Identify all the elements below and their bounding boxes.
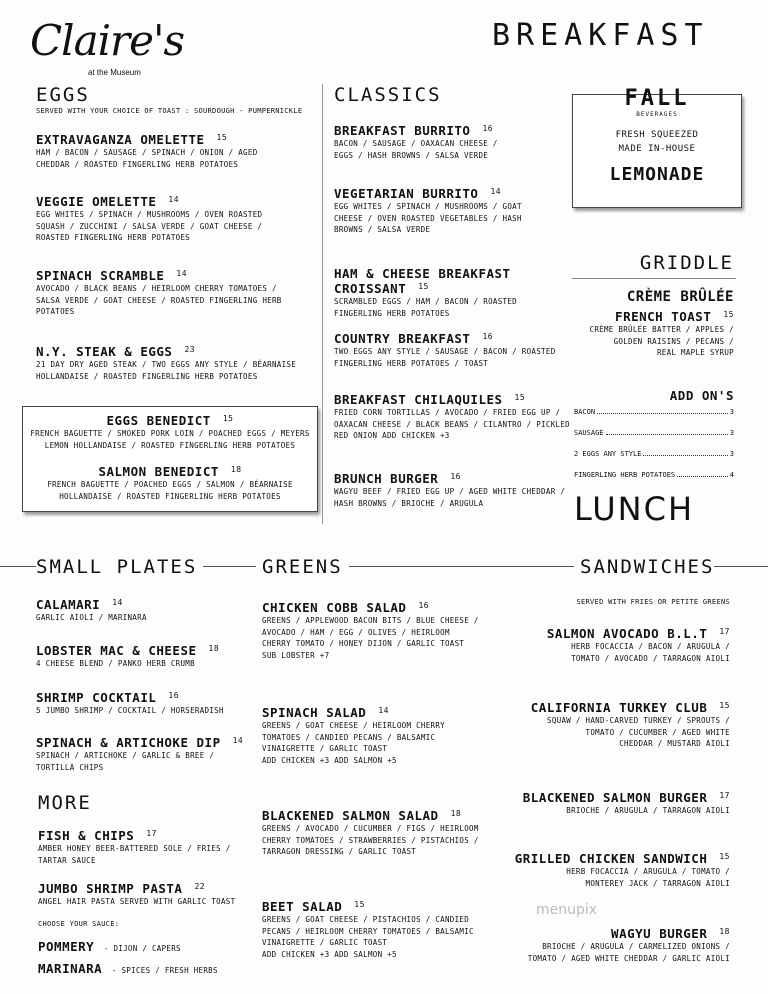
- fall-title: FALL: [624, 86, 690, 111]
- sandwiches-note: SERVED WITH FRIES OR PETITE GREENS: [576, 598, 730, 606]
- classics-item: COUNTRY BREAKFAST $^{16}$ TWO EGGS ANY STYLE / SAUSAGE / BACON / ROASTED FINGERLING HERB POTATOES / TOAST: [334, 331, 556, 368]
- brand-subtitle: at the Museum: [88, 68, 141, 77]
- sauce-label: CHOOSE YOUR SAUCE:: [38, 920, 120, 928]
- small-plate-item: SHRIMP COCKTAIL $^{16}$ 5 JUMBO SHRIMP / COCKTAIL / HORSERADISH: [36, 690, 224, 715]
- addon-row: 2 EGGS ANY STYLE 3: [574, 450, 734, 458]
- watermark: menupix: [536, 902, 598, 918]
- addon-row: FINGERLING HERB POTATOES 4: [574, 471, 734, 479]
- sauce-item: POMMERY - DIJON / CAPERS: [38, 939, 181, 954]
- more-item: FISH & CHIPS $^{17}$ AMBER HONEY BEER-BATTERED SOLE / FRIES / TARTAR SAUCE: [38, 828, 231, 865]
- more-item: JUMBO SHRIMP PASTA $^{22}$ ANGEL HAIR PASTA SERVED WITH GARLIC TOAST: [38, 881, 236, 906]
- benedict-item: EGGS BENEDICT $^{15}$ FRENCH BAGUETTE / SMOKED PORK LOIN / POACHED EGGS / MEYERS LEMON HOLLANDAISE / ROASTED FINGERLING HERB POTATOES: [30, 413, 310, 450]
- lunch-heading: LUNCH: [574, 490, 694, 528]
- addon-row: BACON 3: [574, 408, 734, 416]
- sandwich-item: WAGYU BURGER $^{18}$ BRIOCHE / ARUGULA / CARMELIZED ONIONS / TOMATO / AGED WHITE CHEDDAR / GARLIC AIOLI: [527, 926, 730, 963]
- small-plate-item: LOBSTER MAC & CHEESE $^{18}$ 4 CHEESE BLEND / PANKO HERB CRUMB: [36, 643, 220, 668]
- greens-item: BLACKENED SALMON SALAD $^{18}$ GREENS / AVOCADO / CUCUMBER / FIGS / HEIRLOOM CHERRY TOMATOES / STRAWBERRIES / PISTACHIOS / TARRAGON DRESSING / GARLIC TOAST: [262, 808, 479, 856]
- small-plate-item: SPINACH & ARTICHOKE DIP $^{14}$ SPINACH / ARTICHOKE / GARLIC & BREE / TORTILLA CHIPS: [36, 735, 244, 772]
- eggs-item: N.Y. STEAK & EGGS $^{23}$ 21 DAY DRY AGED STEAK / TWO EGGS ANY STYLE / BÉARNAISE HOLLANDAISE / ROASTED FINGERLING HERB POTATOES: [36, 344, 297, 381]
- fall-box-content: FALL BEVERAGES FRESH SQUEEZED MADE IN-HOUSE LEMONADE: [572, 86, 742, 185]
- breakfast-heading: BREAKFAST: [492, 18, 709, 53]
- greens-item: BEET SALAD $^{15}$ GREENS / GOAT CHEESE / PISTACHIOS / CANDIED PECANS / HEIRLOOM CHERRY TOMATOES / BALSAMIC VINAIGRETTE / GARLIC TOAST ADD CHICKEN +3 ADD SALMON +5: [262, 899, 474, 959]
- classics-item: HAM & CHEESE BREAKFAST CROISSANT $^{15}$ SCRAMBLED EGGS / HAM / BACON / ROASTED FINGERLING HERB POTATOES: [334, 266, 517, 318]
- eggs-item: EXTRAVAGANZA OMELETTE $^{15}$ HAM / BACON / SAUSAGE / SPINACH / ONION / AGED CHEDDAR / ROASTED FINGERLING HERB POTATOES: [36, 132, 258, 169]
- greens-title: GREENS: [256, 556, 349, 578]
- addon-row: SAUSAGE 3: [574, 429, 734, 437]
- eggs-title: EGGS: [36, 84, 90, 106]
- sandwich-item: SALMON AVOCADO B.L.T $^{17}$ HERB FOCACCIA / BACON / ARUGULA / TOMATO / AVOCADO / TARRAGON AIOLI: [546, 626, 730, 663]
- classics-title: CLASSICS: [334, 84, 442, 106]
- sandwiches-title: SANDWICHES: [574, 556, 714, 578]
- sandwich-item: BLACKENED SALMON BURGER $^{17}$ BRIOCHE / ARUGULA / TARRAGON AIOLI: [522, 790, 730, 815]
- addons-title: ADD ON'S: [669, 388, 734, 403]
- classics-item: VEGETARIAN BURRITO $^{14}$ EGG WHITES / SPINACH / MUSHROOMS / GOAT CHEESE / OVEN ROASTED VEGETABLES / HASH BROWNS / SALSA VERDE: [334, 186, 522, 234]
- greens-item: CHICKEN COBB SALAD $^{16}$ GREENS / APPLEWOOD BACON BITS / BLUE CHEESE / AVOCADO / HAM / EGG / OLIVES / HEIRLOOM CHERRY TOMATO / HONEY DIJON / GARLIC TOAST SUB LOBSTER +7: [262, 600, 479, 660]
- small-plates-title: SMALL PLATES: [36, 556, 203, 578]
- eggs-note: SERVED WITH YOUR CHOICE OF TOAST : SOURDOUGH - PUMPERNICKLE: [36, 107, 303, 115]
- sauce-item: MARINARA - SPICES / FRESH HERBS: [38, 961, 218, 976]
- sandwich-item: GRILLED CHICKEN SANDWICH $^{15}$ HERB FOCACCIA / ARUGULA / TOMATO / MONTEREY JACK / TARRAGON AIOLI: [514, 851, 730, 888]
- sandwich-item: CALIFORNIA TURKEY CLUB $^{15}$ SQUAW / HAND-CARVED TURKEY / SPROUTS / TOMATO / CUCUMBER / AGED WHITE CHEDDAR / MUSTARD AIOLI: [530, 700, 730, 748]
- griddle-title: GRIDDLE: [639, 252, 734, 274]
- classics-item: BREAKFAST BURRITO $^{16}$ BACON / SAUSAGE / OAXACAN CHEESE / EGGS / HASH BROWNS / SALSA VERDE: [334, 123, 498, 160]
- more-title: MORE: [38, 792, 92, 814]
- addons-list: [574, 408, 734, 487]
- small-plate-item: CALAMARI $^{14}$ GARLIC AIOLI / MARINARA: [36, 597, 147, 622]
- benedict-item: SALMON BENEDICT $^{18}$ FRENCH BAGUETTE / POACHED EGGS / SALMON / BÉARNAISE HOLLANDAISE / ROASTED FINGERLING HERB POTATOES: [47, 464, 293, 501]
- brand-logo: Claire's: [30, 16, 185, 65]
- eggs-item: VEGGIE OMELETTE $^{14}$ EGG WHITES / SPINACH / MUSHROOMS / OVEN ROASTED SQUASH / ZUCCHINI / SALSA VERDE / GOAT CHEESE / ROASTED FINGERLING HERB POTATOES: [36, 194, 263, 242]
- eggs-item: SPINACH SCRAMBLE $^{14}$ AVOCADO / BLACK BEANS / HEIRLOOM CHERRY TOMATOES / SALSA VERDE / GOAT CHEESE / ROASTED FINGERLING HERB POTATOES: [36, 268, 282, 316]
- greens-item: SPINACH SALAD $^{14}$ GREENS / GOAT CHEESE / HEIRLOOM CHERRY TOMATOES / CANDIED PECANS / BALSAMIC VINAIGRETTE / GARLIC TOAST ADD CHICKEN +3 ADD SALMON +5: [262, 705, 445, 765]
- classics-item: BREAKFAST CHILAQUILES $^{15}$ FRIED CORN TORTILLAS / AVOCADO / FRIED EGG UP / OAXACAN CHEESE / BLACK BEANS / CILANTRO / PICKLED RED ONION ADD CHICKEN +3: [334, 392, 570, 440]
- griddle-item: CRÈME BRÛLÉE FRENCH TOAST $^{15}$ CRÈME BRÛLÉE BATTER / APPLES / GOLDEN RAISINS / PECANS / REAL MAPLE SYRUP: [589, 289, 734, 357]
- fall-drink: LEMONADE: [609, 164, 705, 185]
- classics-item: BRUNCH BURGER $^{16}$ WAGYU BEEF / FRIED EGG UP / AGED WHITE CHEDDAR / HASH BROWNS / BRIOCHE / ARUGULA: [334, 471, 566, 508]
